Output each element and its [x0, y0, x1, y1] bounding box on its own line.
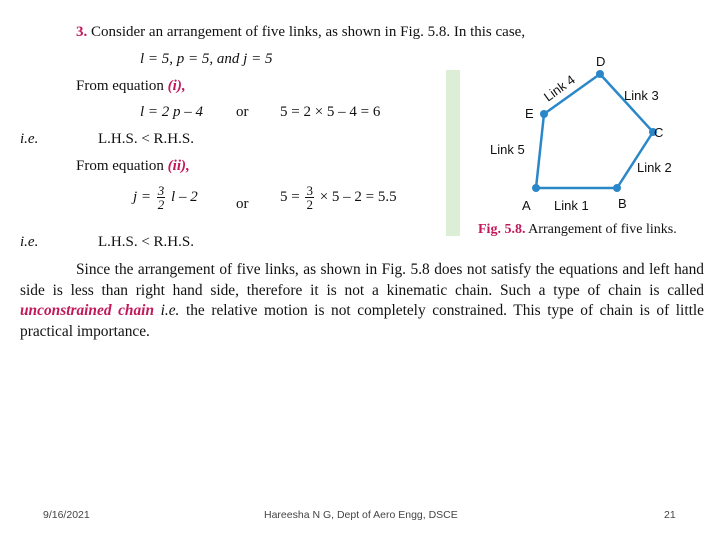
- link-label-2: Link 2: [637, 160, 672, 175]
- link-label-3: Link 3: [624, 88, 659, 103]
- unconstrained-chain-term: unconstrained chain: [20, 302, 155, 319]
- eq1-result: L.H.S. < R.H.S.: [98, 131, 194, 147]
- eq2-formula: j = $\frac{3}{2}$ l – 2: [133, 183, 198, 212]
- paragraph-part1: Since the arrangement of five links, as shown in Fig. 5.8 does not satisfy the equations and left hand side is less than right hand side, therefore it is not a kinematic chain. Such a type of chain is called: [20, 261, 704, 299]
- eq2-label: From equation (ii),: [76, 158, 190, 174]
- point-label-c: C: [654, 125, 664, 140]
- problem-number: 3.: [76, 24, 88, 40]
- joint-d: [596, 70, 604, 78]
- point-label-b: B: [618, 196, 627, 211]
- eq2-ref: (ii),: [167, 158, 190, 174]
- link-label-5: Link 5: [490, 142, 525, 157]
- problem-intro: Consider an arrangement of five links, as shown in Fig. 5.8. In this case,: [91, 24, 526, 40]
- figure-caption-label: Fig. 5.8.: [478, 222, 526, 237]
- paragraph-ie: i.e.: [154, 302, 180, 319]
- link-3-line: [600, 74, 653, 132]
- problem-values: l = 5, p = 5, and j = 5: [140, 51, 273, 67]
- eq1-or: or: [236, 104, 249, 120]
- eq2-ie: i.e.: [20, 234, 39, 250]
- eq2-result: L.H.S. < R.H.S.: [98, 234, 194, 250]
- point-label-d: D: [596, 54, 606, 69]
- eq2-or: or: [236, 196, 249, 212]
- eq1-ie: i.e.: [20, 131, 39, 147]
- figure-caption: [478, 222, 677, 238]
- footer-author: Hareesha N G, Dept of Aero Engg, DSCE: [264, 509, 458, 521]
- footer-date: 9/16/2021: [43, 509, 90, 521]
- eq1-ref: (i),: [167, 78, 186, 94]
- figure-bracket: [446, 70, 460, 236]
- footer-page-number: 21: [664, 509, 676, 521]
- link-label-4: Link 4: [540, 71, 578, 105]
- eq1-substitution: 5 = 2 × 5 – 4 = 6: [280, 104, 381, 120]
- eq1-formula: l = 2 p – 4: [140, 104, 204, 120]
- point-label-a: A: [522, 198, 531, 213]
- figure-caption-text: Arrangement of five links.: [525, 222, 677, 237]
- joint-a: [532, 184, 540, 192]
- joint-e: [540, 110, 548, 118]
- five-links-figure: [470, 50, 710, 230]
- paragraph-part3: the relative motion is not completely constrained. This type of chain is of little practical importance.: [20, 302, 704, 340]
- eq2-fraction: $\frac{3}{2}$: [157, 183, 165, 212]
- joint-b: [613, 184, 621, 192]
- eq2-substitution: 5 = $\frac{3}{2}$ × 5 – 2 = 5.5: [280, 183, 397, 212]
- point-label-e: E: [525, 106, 534, 121]
- eq2-sub-fraction: $\frac{3}{2}$: [306, 183, 313, 212]
- link-label-1: Link 1: [554, 198, 589, 213]
- problem-statement: [76, 23, 525, 41]
- eq1-label: From equation (i),: [76, 78, 186, 94]
- explanation-paragraph: [20, 260, 704, 342]
- link-5-line: [536, 114, 544, 188]
